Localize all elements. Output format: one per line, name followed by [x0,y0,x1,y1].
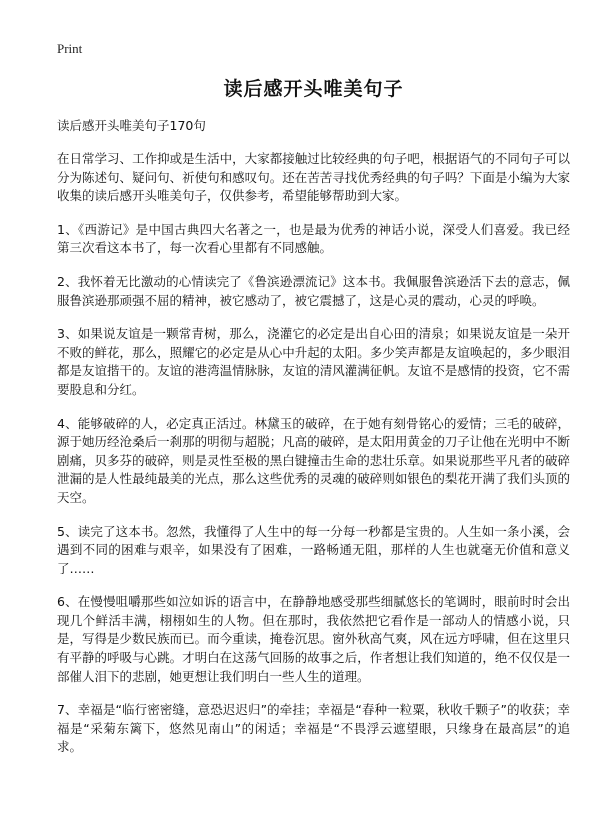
paragraph-3: 3、如果说友谊是一颗常青树，那么，浇灌它的必定是出自心田的清泉；如果说友谊是一朵开不败的鲜花，那么，照耀它的必定是从心中升起的太阳。多少笑声都是友谊唤起的，多少眼泪都是友谊揩干的。友谊的港湾温情脉脉，友谊的清风灌满征帆。友谊不是感情的投资，它不需要股息和分红。 [57,326,570,397]
paragraph-4: 4、能够破碎的人，必定真正活过。林黛玉的破碎，在于她有刻骨铭心的爱情；三毛的破碎，源于她历经沧桑后一刹那的明彻与超脱；凡高的破碎，是太阳用黄金的刀子让他在光明中不断剧痛，贝多芬的破碎，则是灵性至极的黑白键撞击生命的悲壮乐章。如果说那些平凡者的破碎泄漏的是人性最纯最美的光点，那么这些优秀的灵魂的破碎则如银色的梨花开满了我们头顶的天空。 [57,415,570,505]
paragraph-intro: 在日常学习、工作抑或是生活中，大家都接触过比较经典的句子吧，根据语气的不同句子可以分为陈述句、疑问句、祈使句和感叹句。还在苦苦寻找优秀经典的句子吗？下面是小编为大家收集的读后感开头唯美句子，仅供参考，希望能够帮助到大家。 [57,151,570,204]
print-label[interactable]: Print [57,41,83,56]
document-title: 读后感开头唯美句子 [223,78,404,100]
paragraph-7: 7、幸福是“临行密密缝，意恐迟迟归”的牵挂；幸福是“春种一粒粟，秋收千颗子”的收获；幸福是“采菊东篱下，悠然见南山”的闲适；幸福是“不畏浮云遮望眼，只缘身在最高层”的追求。 [57,702,570,755]
paragraph-5: 5、读完了这本书。忽然，我懂得了人生中的每一分每一秒都是宝贵的。人生如一条小溪，会遇到不同的困难与艰辛，如果没有了困难，一路畅通无阻，那样的人生也就毫无价值和意义了…… [57,523,570,576]
document-subtitle: 读后感开头唯美句子170句 [57,118,206,133]
paragraph-1: 1、《西游记》是中国古典四大名著之一，也是最为优秀的神话小说，深受人们喜爱。我已经第三次看这本书了，每一次看心里都有不同感触。 [57,221,570,256]
paragraph-6: 6、在慢慢咀嚼那些如泣如诉的语言中，在静静地感受那些细腻悠长的笔调时，眼前时时会出现几个鲜活丰满，栩栩如生的人物。但在那时，我依然把它看作是一部动人的情感小说，只是，写得是少数民族而已。而今重读，掩卷沉思。窗外秋高气爽，风在远方呼啸，但在这里只有平静的呼吸与心跳。才明白在这荡气回肠的故事之后，作者想让我们知道的，绝不仅仅是一部催人泪下的悲剧，她更想让我们明白一些人生的道理。 [57,594,570,684]
paragraph-2: 2、我怀着无比激动的心情读完了《鲁滨逊漂流记》这本书。我佩服鲁滨逊活下去的意志，佩服鲁滨逊那顽强不屈的精神，被它感动了，被它震撼了，这是心灵的震动，心灵的呼唤。 [57,273,570,308]
